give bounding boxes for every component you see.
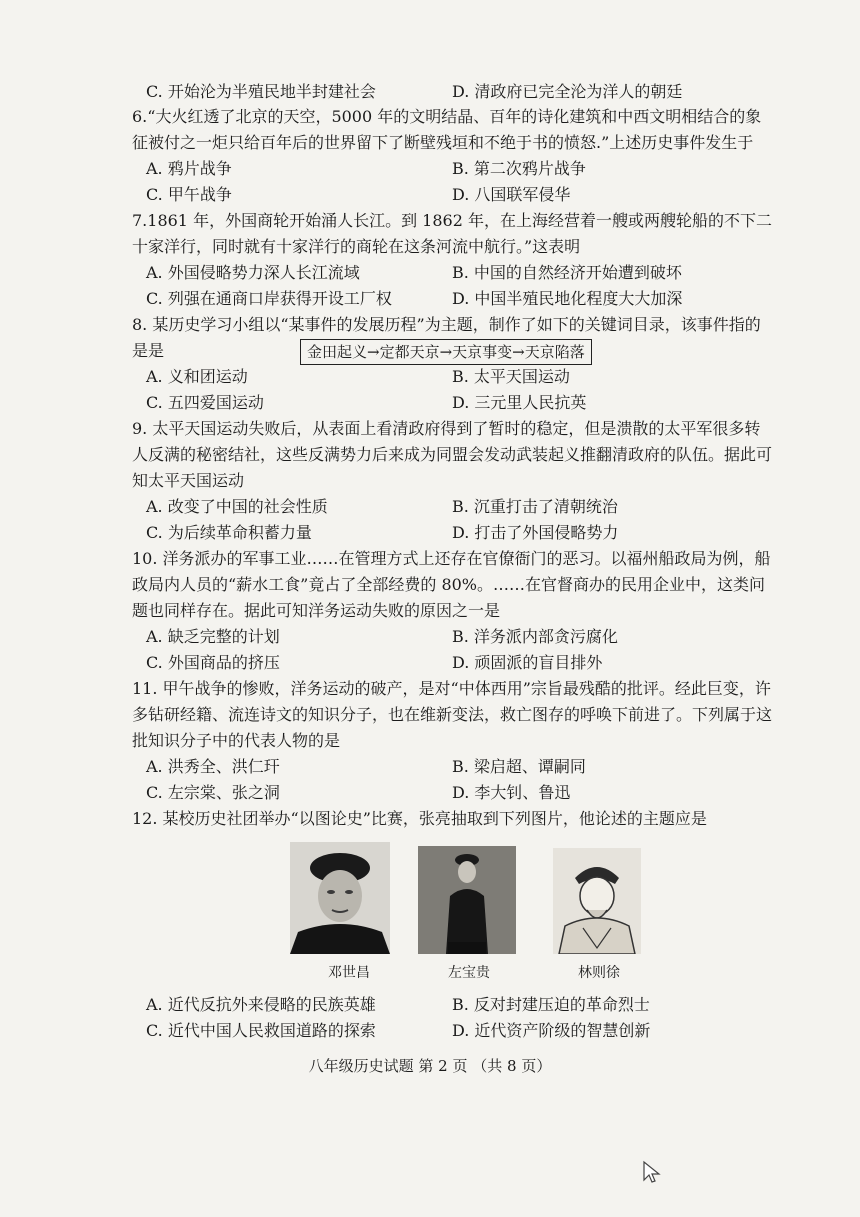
- option-d: D. 中国半殖民地化程度大大加深: [452, 289, 683, 308]
- option-a: A. 外国侵略势力深人长江流域: [146, 263, 360, 282]
- question-5-tail: [132, 79, 772, 105]
- option-b: B. 沉重打击了清朝统治: [452, 497, 618, 516]
- option-row: [132, 390, 772, 416]
- option-a: A. 鸦片战争: [146, 159, 232, 178]
- option-c: C. 近代中国人民救国道路的探索: [146, 1021, 376, 1040]
- option-row: [132, 79, 772, 105]
- option-d: D. 李大钊、鲁迅: [452, 783, 571, 802]
- option-row: [132, 494, 772, 520]
- option-c: C. 左宗棠、张之洞: [146, 783, 280, 802]
- question-9: [132, 416, 772, 546]
- option-b: B. 洋务派内部贪污腐化: [452, 627, 618, 646]
- option-b: B. 反对封建压迫的革命烈士: [452, 995, 650, 1014]
- option-d: D. 三元里人民抗英: [452, 393, 587, 412]
- option-row: [132, 624, 772, 650]
- option-c: C. 为后续革命积蓄力量: [146, 523, 312, 542]
- option-a: A. 洪秀全、洪仁玕: [146, 757, 280, 776]
- option-c: C. 外国商品的挤压: [146, 653, 280, 672]
- option-row: [132, 992, 772, 1018]
- option-d: D. 清政府已完全沦为洋人的朝廷: [452, 82, 683, 101]
- option-a: A. 近代反抗外来侵略的民族英雄: [146, 995, 376, 1014]
- option-row: [132, 364, 772, 390]
- question-8-options: [132, 364, 772, 416]
- option-b: B. 第二次鸦片战争: [452, 159, 586, 178]
- option-row: [132, 650, 772, 676]
- option-a: A. 义和团运动: [146, 367, 248, 386]
- portrait-deng-shichang: [290, 842, 390, 954]
- question-11: [132, 676, 772, 806]
- portrait-caption: 林则徐: [578, 965, 620, 981]
- question-7: [132, 208, 772, 312]
- option-row: [132, 182, 772, 208]
- option-c: C. 五四爱国运动: [146, 393, 264, 412]
- question-stem: 12. 某校历史社团举办“以图论史”比赛，张亮抽取到下列图片，他论述的主题应是: [132, 809, 707, 828]
- question-12: [132, 806, 772, 832]
- option-row: [132, 520, 772, 546]
- option-row: [132, 286, 772, 312]
- option-c: C. 开始沦为半殖民地半封建社会: [146, 82, 376, 101]
- portrait-caption: 左宝贵: [448, 965, 490, 981]
- question-stem: 10. 洋务派办的军事工业……在管理方式上还存在官僚衙门的恶习。以福州船政局为例，船政局内人员的“薪水工食”竟占了全部经费的 80%。……在官督商办的民用企业中，这类问题也同样存在。据此可知洋务运动失败的原因之一是: [132, 549, 771, 620]
- question-stem: 8. 某历史学习小组以“某事件的发展历程”为主题，制作了如下的关键词目录，该事件指的是是: [132, 315, 761, 360]
- question-6: [132, 104, 772, 208]
- question-stem: 6.“大火红透了北京的天空，5000 年的文明结晶、百年的诗化建筑和中西文明相结合的象征被付之一炬只给百年后的世界留下了断壁残垣和不绝于书的愤怒.”上述历史事件发生于: [132, 107, 762, 152]
- portrait-image: [418, 846, 516, 954]
- question-stem: 7.1861 年，外国商轮开始涌人长江。到 1862 年，在上海经营着一艘或两艘轮船的不下二十家洋行，同时就有十家洋行的商轮在这条河流中航行。”这表明: [132, 211, 772, 256]
- option-c: C. 甲午战争: [146, 185, 232, 204]
- option-b: B. 梁启超、谭嗣同: [452, 757, 586, 776]
- option-a: A. 缺乏完整的计划: [146, 627, 280, 646]
- portrait-image: [290, 842, 390, 954]
- option-row: [132, 780, 772, 806]
- keyword-box: 金田起义→定都天京→天京事变→天京陷落: [300, 339, 592, 365]
- option-row: [132, 754, 772, 780]
- portrait-lin-zexu: [553, 848, 641, 954]
- option-row: [132, 1018, 772, 1044]
- option-d: D. 八国联军侵华: [452, 185, 571, 204]
- portrait-zuo-baogui: [418, 846, 516, 954]
- option-b: B. 中国的自然经济开始遭到破坏: [452, 263, 682, 282]
- option-row: [132, 260, 772, 286]
- question-12-options: [132, 992, 772, 1044]
- option-d: D. 近代资产阶级的智慧创新: [452, 1021, 651, 1040]
- option-a: A. 改变了中国的社会性质: [146, 497, 328, 516]
- portrait-caption: 邓世昌: [328, 965, 370, 981]
- question-stem: 9. 太平天国运动失败后，从表面上看清政府得到了暂时的稳定，但是溃散的太平军很多转人反满的秘密结社，这些反满势力后来成为同盟会发动武装起义推翻清政府的队伍。据此可知太平天国运动: [132, 419, 773, 490]
- option-b: B. 太平天国运动: [452, 367, 570, 386]
- option-c: C. 列强在通商口岸获得开设工厂权: [146, 289, 392, 308]
- portrait-image: [553, 848, 641, 954]
- option-row: [132, 156, 772, 182]
- option-d: D. 打击了外国侵略势力: [452, 523, 619, 542]
- question-10: [132, 546, 772, 676]
- pointer-cursor-icon: [642, 1160, 662, 1184]
- option-d: D. 顽固派的盲目排外: [452, 653, 603, 672]
- page-footer: 八年级历史试题 第 2 页 （共 8 页）: [308, 1057, 552, 1075]
- question-stem: 11. 甲午战争的惨败，洋务运动的破产，是对“中体西用”宗旨最残酷的批评。经此巨变，许多钻研经籍、流连诗文的知识分子，也在维新变法，救亡图存的呼唤下前进了。下列属于这批知识分子中的代表人物的是: [132, 679, 773, 750]
